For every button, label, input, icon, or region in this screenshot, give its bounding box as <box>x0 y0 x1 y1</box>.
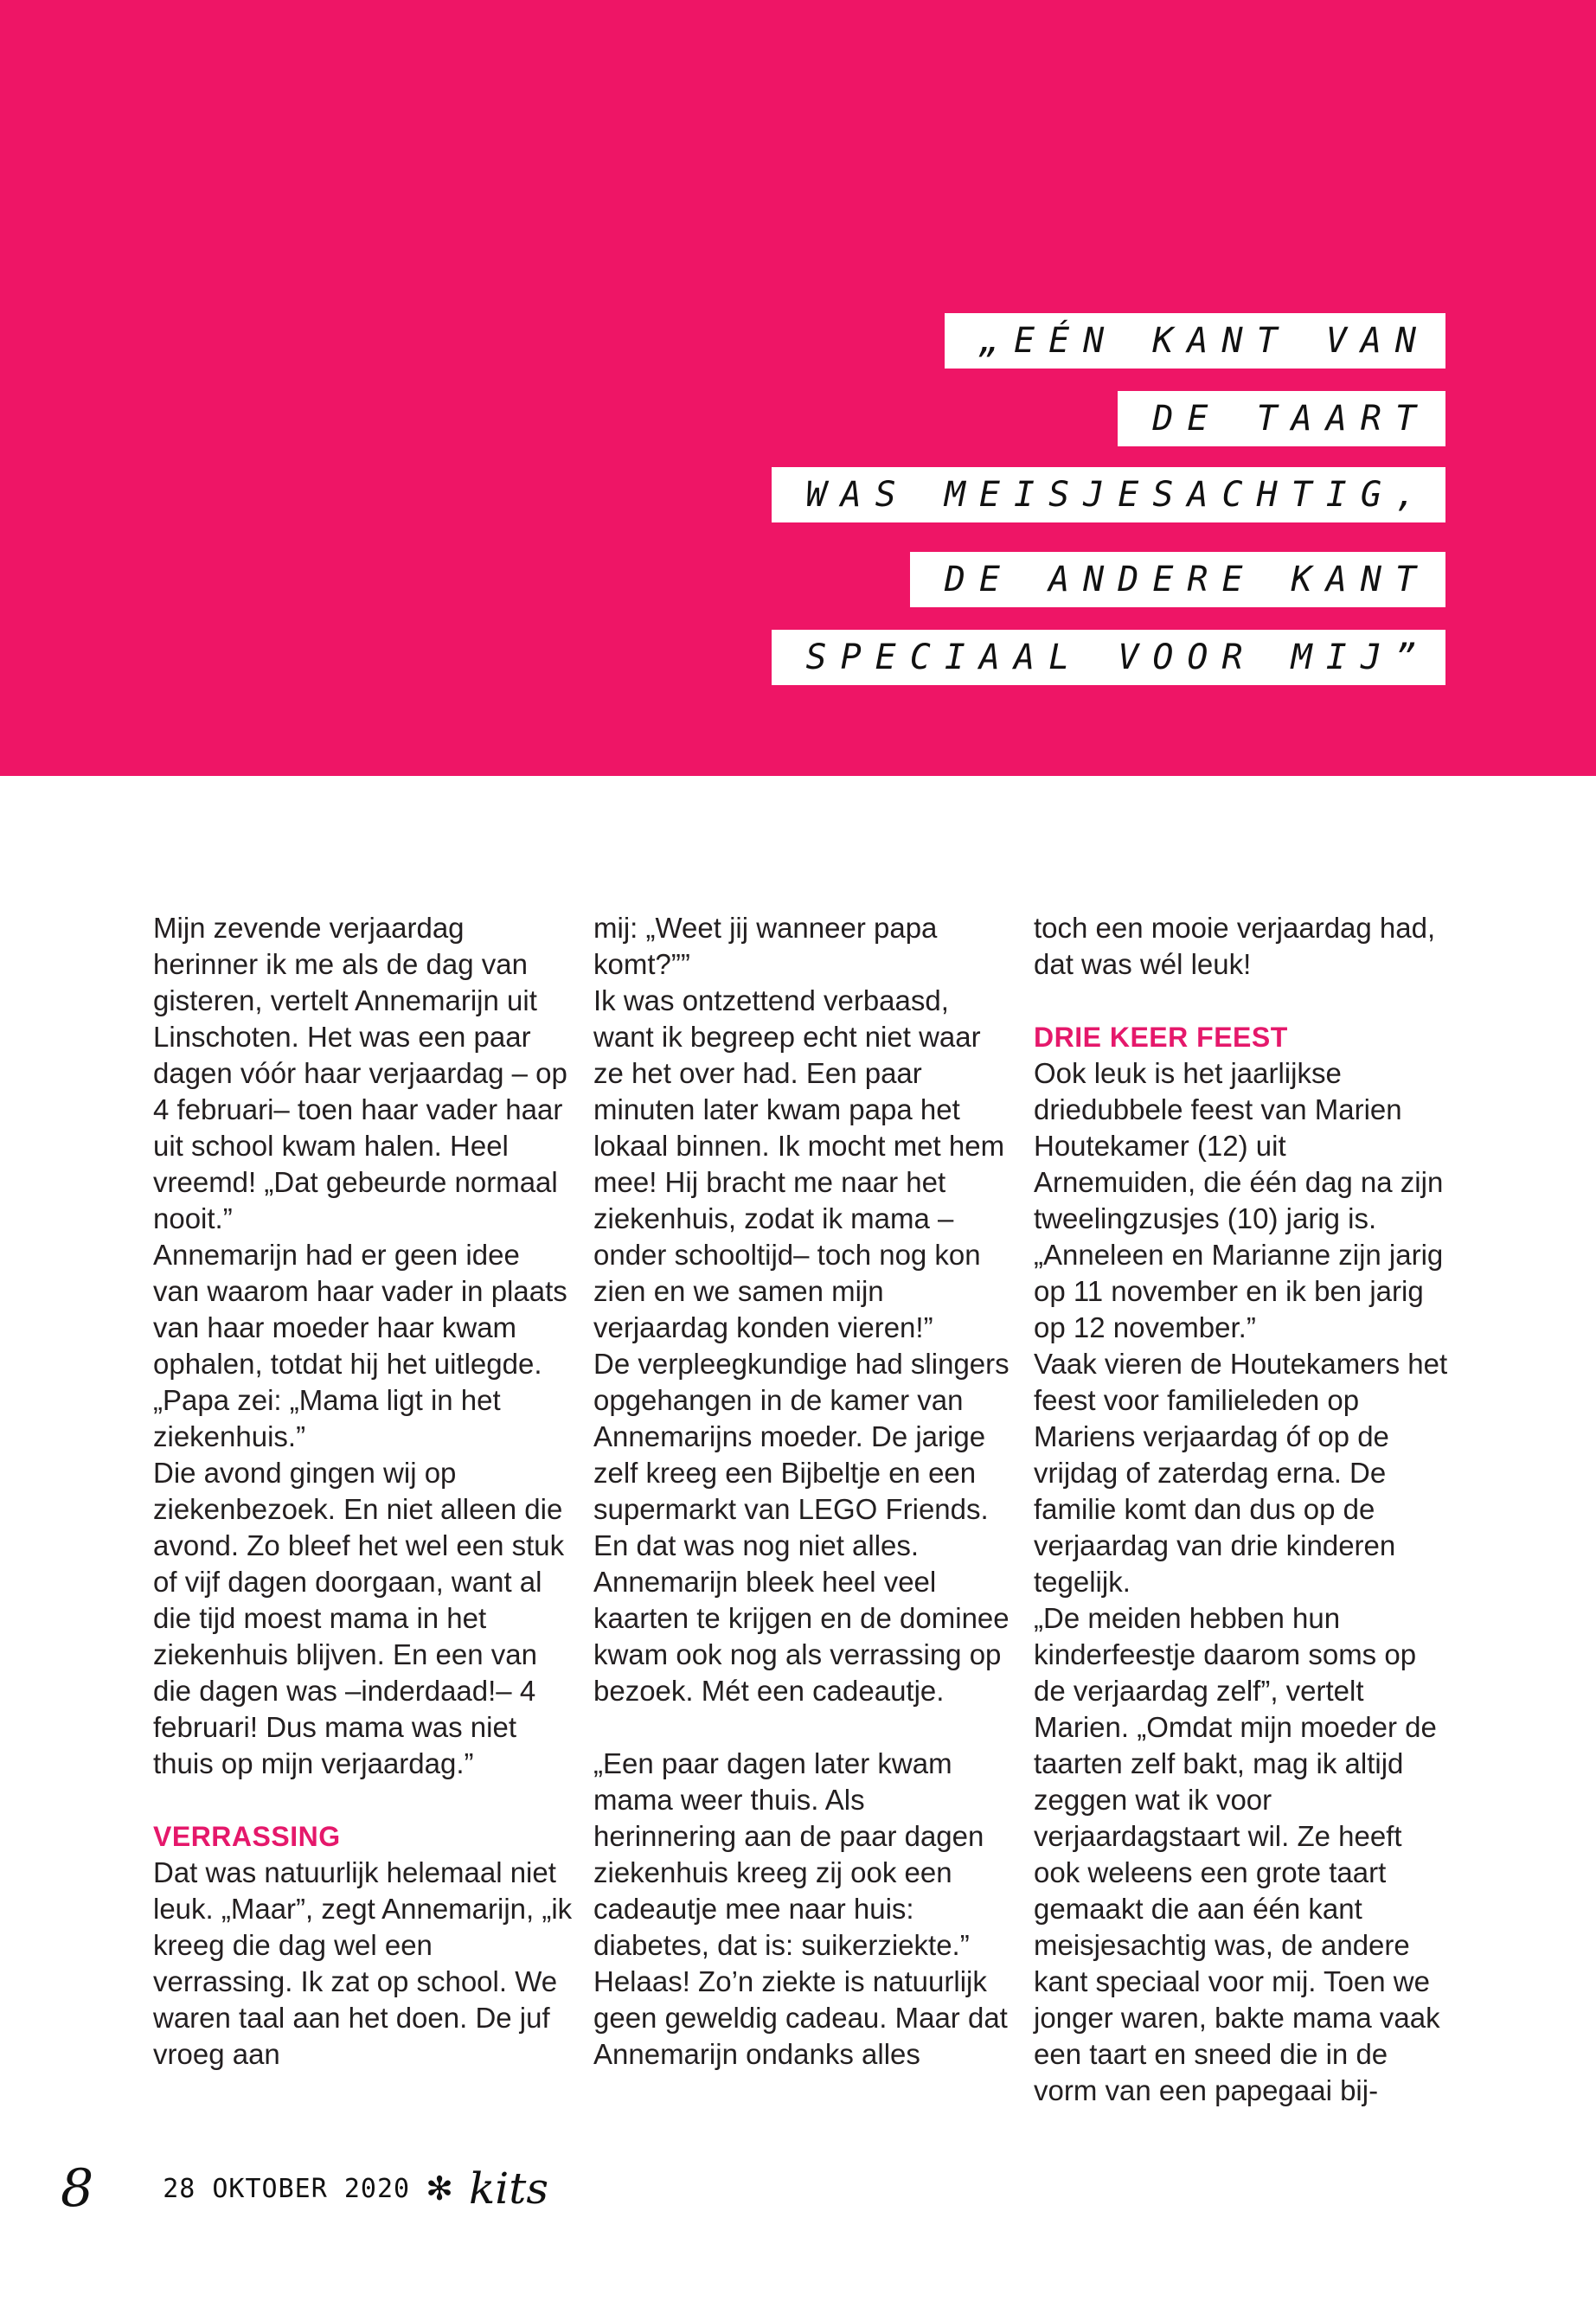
paragraph: Die avond gingen wij op ziekenbezoek. En niet alleen die avond. Zo bleef het wel een stuk of vijf dagen doorgaan, want al die tijd moest mama in het ziekenhuis blijven. En een van die dagen was –inderdaad!– 4 februari! Dus mama was niet thuis op mijn verjaardag.” <box>153 1457 565 1779</box>
paragraph: Ik was ontzettend verbaasd, want ik begreep echt niet waar ze het over had. Een paar minuten later kwam papa het lokaal binnen. Ik mocht met hem mee! Hij bracht me naar het ziekenhuis, zodat ik mama –onder schooltijd– toch nog kon zien en we samen mijn verjaardag konden vieren!” <box>593 984 1005 1343</box>
paragraph: „De meiden hebben hun kinderfeestje daarom soms op de verjaardag zelf”, vertelt Marien. „Omdat mijn moeder de taarten zelf bakt, mag ik altijd zeggen wat ik voor verjaardagstaart wil. Ze heeft ook weleens een grote taart gemaakt die aan één kant meisjesachtig was, de andere kant speciaal voor mij. Toen we jonger waren, bakte mama vaak een taart en sneed die in de vorm van een papegaai bij- <box>1034 1602 1440 2106</box>
section-heading-drie-keer-feest: DRIE KEER FEEST <box>1034 1022 1288 1053</box>
article-column-3 <box>1034 910 1453 2109</box>
publication-date: 28 OKTOBER 2020 <box>163 2173 411 2204</box>
page-number: 8 <box>61 2158 94 2219</box>
paragraph: De verpleegkundige had slingers opgehangen in de kamer van Annemarijns moeder. De jarige zelf kreeg een Bijbeltje en een supermarkt van LEGO Friends. En dat was nog niet alles. Annemarijn bleek heel veel kaarten te krijgen en de dominee kwam ook nog als verrassing op bezoek. Mét een cadeautje. <box>593 1348 1010 1707</box>
paragraph: „Een paar dagen later kwam mama weer thuis. Als herinnering aan de paar dagen ziekenhuis kreeg zij ook een cadeautje mee naar huis: diabetes, dat is: suikerziekte.” Helaas! Zo’n ziekte is natuurlijk geen geweldig cadeau. Maar dat Annemarijn ondanks alles <box>593 1747 1008 2070</box>
pull-quote-line-1: „EÉN KANT VAN <box>945 313 1445 369</box>
paragraph: toch een mooie verjaardag had, dat was wél leuk! <box>1034 912 1436 980</box>
brand-logo: kits <box>468 2163 549 2214</box>
page-footer <box>61 2158 548 2219</box>
paragraph: Annemarijn had er geen idee van waarom haar vader in plaats van haar moeder haar kwam ophalen, totdat hij het uitlegde. „Papa zei: „Mama ligt in het ziekenhuis.” <box>153 1239 567 1452</box>
pull-quote-line-5: SPECIAAL VOOR MIJ” <box>772 630 1445 685</box>
paragraph: mij: „Weet jij wanneer papa komt?”” <box>593 912 938 980</box>
pull-quote-line-2: DE TAART <box>1118 391 1445 446</box>
asterisk-icon: ✻ <box>426 2170 453 2208</box>
pull-quote-line-3: WAS MEISJESACHTIG, <box>772 467 1445 522</box>
paragraph: Mijn zevende verjaardag herinner ik me als de dag van gisteren, vertelt Annemarijn uit Linschoten. Het was een paar dagen vóór haar verjaardag – op 4 februari– toen haar vader haar uit school kwam halen. Heel vreemd! „Dat gebeurde normaal nooit.” <box>153 912 567 1234</box>
pull-quote-line-4: DE ANDERE KANT <box>910 552 1445 607</box>
article-column-2 <box>593 910 1013 2073</box>
paragraph: Vaak vieren de Houtekamers het feest voor familieleden op Mariens verjaardag óf op de vrijdag of zaterdag erna. De familie komt dan dus op de verjaardag van drie kinderen tegelijk. <box>1034 1348 1448 1598</box>
paragraph: Dat was natuurlijk helemaal niet leuk. „Maar”, zegt Annemarijn, „ik kreeg die dag wel een verrassing. Ik zat op school. We waren taal aan het doen. De juf vroeg aan <box>153 1856 573 2070</box>
paragraph: Ook leuk is het jaarlijkse driedubbele feest van Marien Houtekamer (12) uit Arnemuiden, die één dag na zijn tweelingzusjes (10) jarig is. „Anneleen en Marianne zijn jarig op 11 november en ik ben jarig op 12 november.” <box>1034 1057 1444 1343</box>
section-heading-verrassing: VERRASSING <box>153 1821 341 1852</box>
article-column-1 <box>153 910 573 2073</box>
